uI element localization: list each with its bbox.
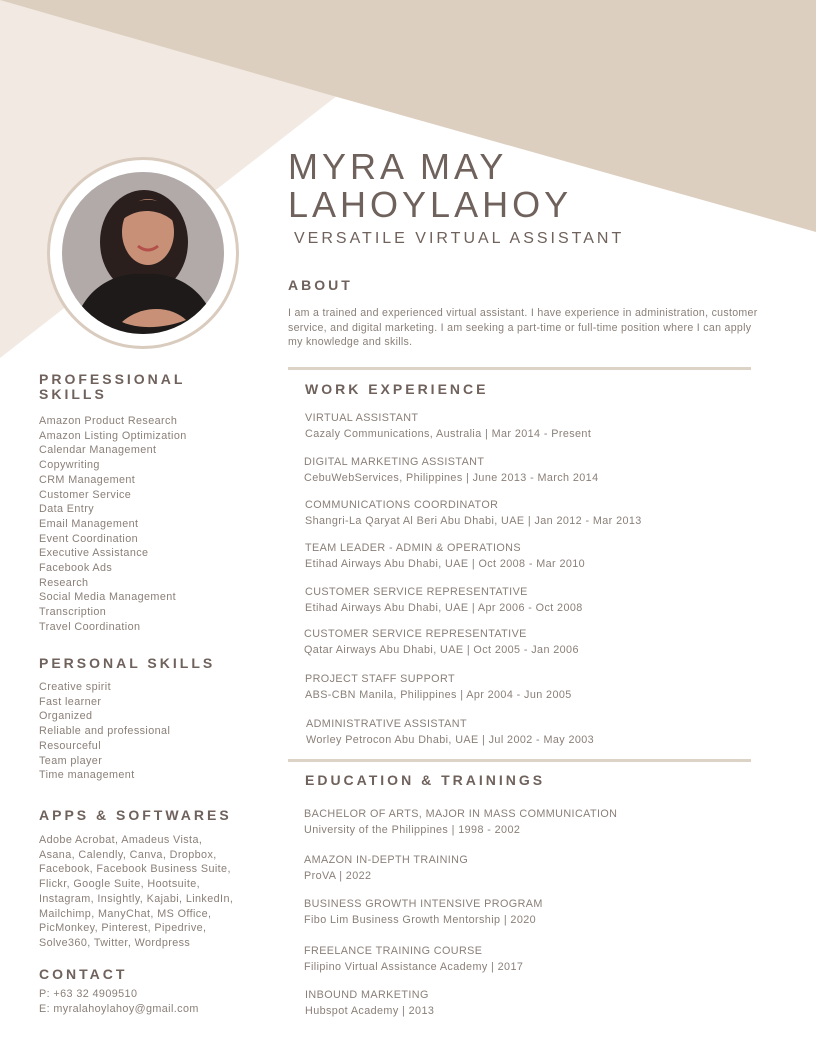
job-detail: Shangri-La Qaryat Al Beri Abu Dhabi, UAE | Jan 2012 - Mar 2013 <box>305 515 642 527</box>
work-entry <box>306 716 594 748</box>
list-item: Fast learner <box>39 695 102 708</box>
professional-skills-heading <box>39 372 185 402</box>
contact-phone: P: +63 32 4909510 <box>39 988 138 1000</box>
divider <box>288 367 751 370</box>
professional-skills-heading-line-1: PROFESSIONAL <box>39 371 186 387</box>
education-title: FREELANCE TRAINING COURSE <box>304 945 483 957</box>
list-item: Research <box>39 576 89 589</box>
work-entry <box>304 626 579 658</box>
about-text: I am a trained and experienced virtual assistant. I have experience in administration, customer service, and digital marketing. I am seeking a part-time or full-time position where I can apply my knowledge and skills. <box>288 307 758 348</box>
job-detail: Etihad Airways Abu Dhabi, UAE | Oct 2008 - Mar 2010 <box>305 558 586 570</box>
personal-skills-list <box>39 680 170 783</box>
work-entry <box>305 497 642 529</box>
list-item: Reliable and professional <box>39 725 171 738</box>
job-title: CUSTOMER SERVICE REPRESENTATIVE <box>304 628 527 640</box>
list-item: Travel Coordination <box>39 620 141 633</box>
list-item: Copywriting <box>39 459 100 472</box>
education-entry <box>305 987 434 1019</box>
list-item: Amazon Listing Optimization <box>39 429 187 442</box>
list-item: Creative spirit <box>39 681 111 693</box>
list-item: Data Entry <box>39 503 95 516</box>
list-item: Team player <box>39 754 103 767</box>
list-item: Calendar Management <box>39 444 157 457</box>
job-title: PROJECT STAFF SUPPORT <box>305 673 455 685</box>
list-item: CRM Management <box>39 473 136 486</box>
job-detail: Cazaly Communications, Australia | Mar 2014 - Present <box>305 428 592 440</box>
education-detail: Filipino Virtual Assistance Academy | 2017 <box>304 961 524 973</box>
education-title: AMAZON IN-DEPTH TRAINING <box>304 854 469 866</box>
contact-email: E: myralahoylahoy@gmail.com <box>39 1002 199 1015</box>
education-title: INBOUND MARKETING <box>305 989 429 1001</box>
list-item: Customer Service <box>39 488 132 501</box>
education-entry <box>304 943 523 975</box>
job-detail: Etihad Airways Abu Dhabi, UAE | Apr 2006 - Oct 2008 <box>305 602 583 614</box>
education-title: BUSINESS GROWTH INTENSIVE PROGRAM <box>304 898 543 910</box>
education-title: BACHELOR OF ARTS, MAJOR IN MASS COMMUNICATION <box>304 808 618 820</box>
personal-skills-heading: PERSONAL SKILLS <box>39 655 216 671</box>
list-item: Email Management <box>39 517 139 530</box>
work-entry <box>305 410 591 442</box>
professional-skills-list <box>39 414 187 635</box>
list-item: Solve360, Twitter, Wordpress <box>39 936 191 949</box>
divider <box>288 759 751 762</box>
name-line-2: LAHOYLAHOY <box>288 184 573 225</box>
work-entry <box>305 671 572 703</box>
job-detail: Qatar Airways Abu Dhabi, UAE | Oct 2005 - Jan 2006 <box>304 644 579 656</box>
apps-list <box>39 833 233 951</box>
list-item: Facebook Ads <box>39 562 113 575</box>
education-entry <box>304 896 543 928</box>
work-entry <box>305 584 583 616</box>
professional-skills-heading-line-2: SKILLS <box>39 386 107 402</box>
list-item: Time management <box>39 769 135 782</box>
work-experience-heading: WORK EXPERIENCE <box>305 381 489 397</box>
candidate-name <box>288 148 788 224</box>
list-item: Instagram, Insightly, Kajabi, LinkedIn, <box>39 892 234 905</box>
job-title: CUSTOMER SERVICE REPRESENTATIVE <box>305 586 528 598</box>
list-item: Mailchimp, ManyChat, MS Office, <box>39 907 212 920</box>
apps-heading: APPS & SOFTWARES <box>39 807 232 823</box>
list-item: Asana, Calendly, Canva, Dropbox, <box>39 848 217 861</box>
work-entry <box>305 540 585 572</box>
list-item: Flickr, Google Suite, Hootsuite, <box>39 878 201 891</box>
about-heading: ABOUT <box>288 277 353 293</box>
list-item: Organized <box>39 710 93 723</box>
name-line-1: MYRA MAY <box>288 146 508 187</box>
work-entry <box>304 454 598 486</box>
profile-photo <box>62 172 224 334</box>
list-item: Resourceful <box>39 739 102 752</box>
education-heading: EDUCATION & TRAININGS <box>305 772 546 788</box>
contact-heading: CONTACT <box>39 966 128 982</box>
education-detail: ProVA | 2022 <box>304 870 372 882</box>
education-entry <box>304 852 468 884</box>
education-detail: University of the Philippines | 1998 - 2002 <box>304 824 521 836</box>
education-detail: Fibo Lim Business Growth Mentorship | 2020 <box>304 914 537 926</box>
contact-info <box>39 987 199 1016</box>
list-item: PicMonkey, Pinterest, Pipedrive, <box>39 922 207 935</box>
list-item: Amazon Product Research <box>39 415 178 427</box>
job-title: VIRTUAL ASSISTANT <box>305 412 419 424</box>
job-detail: CebuWebServices, Philippines | June 2013 - March 2014 <box>304 472 599 484</box>
list-item: Event Coordination <box>39 532 139 545</box>
tagline: VERSATILE VIRTUAL ASSISTANT <box>294 230 625 247</box>
education-entry <box>304 806 617 838</box>
job-title: DIGITAL MARKETING ASSISTANT <box>304 456 485 468</box>
education-detail: Hubspot Academy | 2013 <box>305 1005 435 1017</box>
job-title: TEAM LEADER - ADMIN & OPERATIONS <box>305 542 521 554</box>
job-title: ADMINISTRATIVE ASSISTANT <box>306 718 467 730</box>
list-item: Social Media Management <box>39 591 177 604</box>
list-item: Facebook, Facebook Business Suite, <box>39 863 231 876</box>
job-title: COMMUNICATIONS COORDINATOR <box>305 499 499 511</box>
list-item: Transcription <box>39 606 107 619</box>
list-item: Executive Assistance <box>39 547 149 560</box>
list-item: Adobe Acrobat, Amadeus Vista, <box>39 834 203 846</box>
job-detail: ABS-CBN Manila, Philippines | Apr 2004 - Jun 2005 <box>305 689 572 701</box>
job-detail: Worley Petrocon Abu Dhabi, UAE | Jul 2002 - May 2003 <box>306 734 595 746</box>
